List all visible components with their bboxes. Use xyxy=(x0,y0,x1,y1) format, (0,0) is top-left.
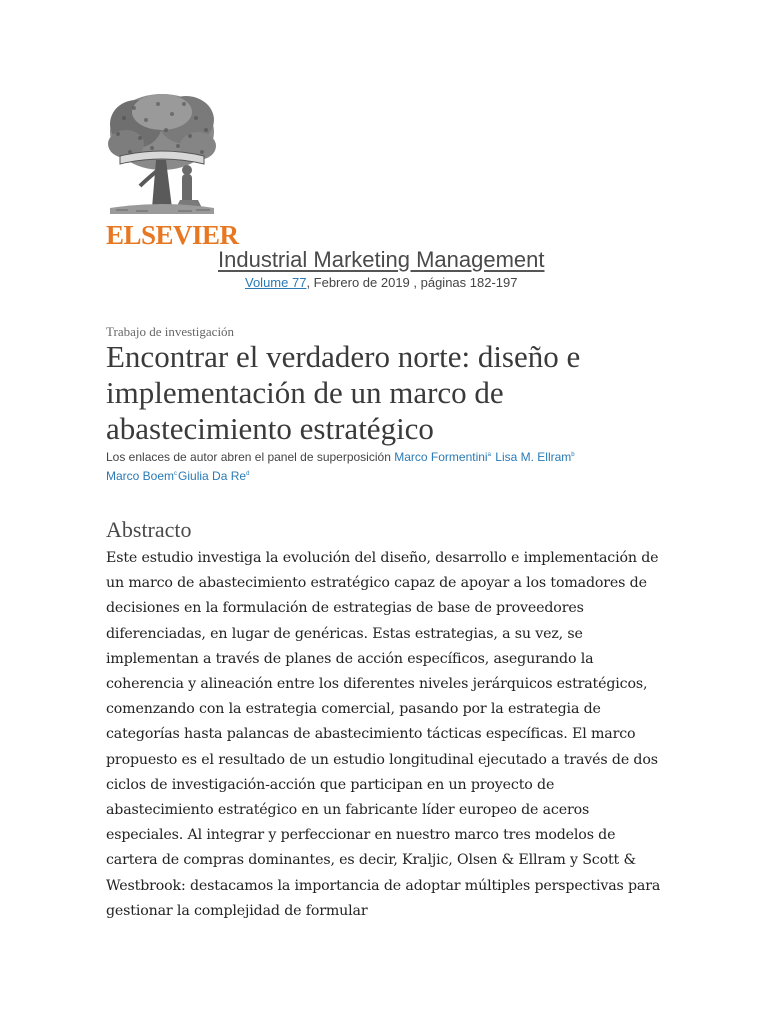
author-link-ellram[interactable]: Lisa M. Ellram xyxy=(495,450,572,464)
abstract-heading: Abstracto xyxy=(106,517,192,542)
volume-link[interactable]: Volume 77 xyxy=(245,275,307,290)
journal-title-link[interactable]: Industrial Marketing Management xyxy=(218,247,545,272)
author-affiliation-marker[interactable]: a xyxy=(487,452,491,458)
tree-of-knowledge-icon xyxy=(106,90,218,218)
author-link-boem[interactable]: Marco Boem xyxy=(106,469,175,483)
author-link-da-re[interactable]: Giulia Da Re xyxy=(178,469,247,483)
issue-info xyxy=(245,275,517,290)
author-link-formentini[interactable]: Marco Formentini xyxy=(394,450,488,464)
author-affiliation-marker[interactable]: c xyxy=(174,471,178,477)
publisher-logo xyxy=(104,90,244,218)
issue-details: , Febrero de 2019 , páginas 182-197 xyxy=(306,275,518,290)
publisher-wordmark: ELSEVIER xyxy=(106,220,239,250)
abstract-text: Este estudio investiga la evolución del diseño, desarrollo e implementación de un marco de abastecimiento estratégico capaz de apoyar a los tomadores de decisiones en la formulación de estrategias de base de proveedores diferenciadas, en lugar de genéricas. Estas estrategias, a su vez, se implementan a través de planes de acción específicos, asegurando la coherencia y alineación entre los diferentes niveles jerárquicos estratégicos, comenzando con la estrategia comercial, pasando por la estrategia de categorías hasta palancas de abastecimiento tácticas específicas. El marco propuesto es el resultado de un estudio longitudinal ejecutado a través de dos ciclos de investigación-acción que participan en un proyecto de abastecimiento estratégico en un fabricante líder europeo de aceros especiales. Al integrar y perfeccionar en nuestro marco tres modelos de cartera de compras dominantes, es decir, Kraljic, Olsen & Ellram y Scott & Westbrook: destacamos la importancia de adoptar múltiples perspectivas para gestionar la complejidad de formular xyxy=(106,550,661,919)
article-type-label: Trabajo de investigación xyxy=(106,324,235,339)
author-list xyxy=(106,447,666,485)
article-title: Encontrar el verdadero norte: diseño e implementación de un marco de abastecimiento estratégico xyxy=(106,339,581,446)
author-affiliation-marker[interactable]: b xyxy=(571,452,575,458)
author-affiliation-marker[interactable]: d xyxy=(246,471,250,477)
author-intro-text: Los enlaces de autor abren el panel de superposición xyxy=(106,450,391,464)
